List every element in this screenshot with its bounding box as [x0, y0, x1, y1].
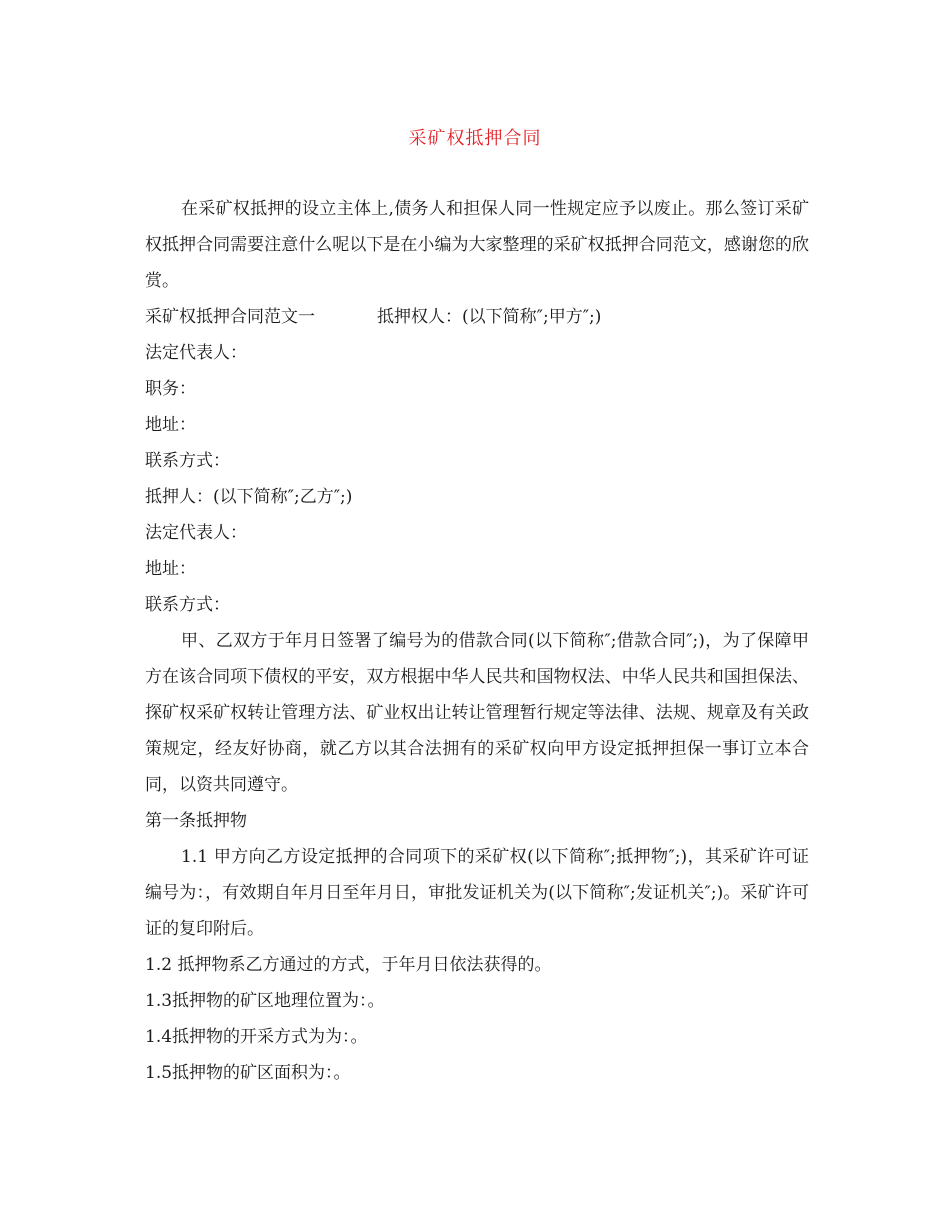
clause-1-5: 1.5抵押物的矿区面积为：。	[145, 1063, 351, 1083]
document-title: 采矿权抵押合同	[408, 128, 542, 149]
clause-1-1: 1.1 甲方向乙方设定抵押的合同项下的采矿权(以下简称″;抵押物″;)，其采矿许可证编号为：，有效期自年月日至年月日，审批发证机关为(以下简称″;发证机关″;)。采矿许可证的复印附后。	[145, 847, 809, 939]
mortgagor-contact: 联系方式：	[145, 595, 230, 615]
intro-paragraph: 在采矿权抵押的设立主体上,债务人和担保人同一性规定应予以废止。那么签订采矿权抵押合同需要注意什么呢以下是在小编为大家整理的采矿权抵押合同范文，感谢您的欣赏。	[145, 199, 809, 291]
clause-1-3: 1.3抵押物的矿区地理位置为：。	[145, 991, 385, 1011]
mortgagee-contact: 联系方式：	[145, 451, 230, 471]
clause-1-2: 1.2 抵押物系乙方通过的方式，于年月日依法获得的。	[145, 955, 552, 975]
article-1-title: 第一条抵押物	[145, 811, 247, 831]
sample-heading: 采矿权抵押合同范文一	[145, 307, 315, 327]
mortgagor-legal-rep: 法定代表人：	[145, 523, 247, 543]
mortgagee-address: 地址：	[145, 415, 196, 435]
mortgagee-line: 抵押权人：(以下简称″;甲方″;)	[377, 307, 602, 327]
mortgagor-line: 抵押人：(以下简称″;乙方″;)	[145, 487, 353, 507]
preamble-paragraph: 甲、乙双方于年月日签署了编号为的借款合同(以下简称″;借款合同″;)，为了保障甲方在该合同项下债权的平安，双方根据中华人民共和国物权法、中华人民共和国担保法、探矿权采矿权转让管理方法、矿业权出让转让管理暂行规定等法律、法规、规章及有关政策规定，经友好协商，就乙方以其合法拥有的采矿权向甲方设定抵押担保一事订立本合同，以资共同遵守。	[145, 631, 809, 795]
document-body	[145, 191, 809, 1091]
sample-heading-line	[145, 299, 809, 335]
clause-1-4: 1.4抵押物的开采方式为为：。	[145, 1027, 368, 1047]
mortgagee-legal-rep: 法定代表人：	[145, 343, 247, 363]
mortgagee-position: 职务：	[145, 379, 196, 399]
mortgagor-address: 地址：	[145, 559, 196, 579]
